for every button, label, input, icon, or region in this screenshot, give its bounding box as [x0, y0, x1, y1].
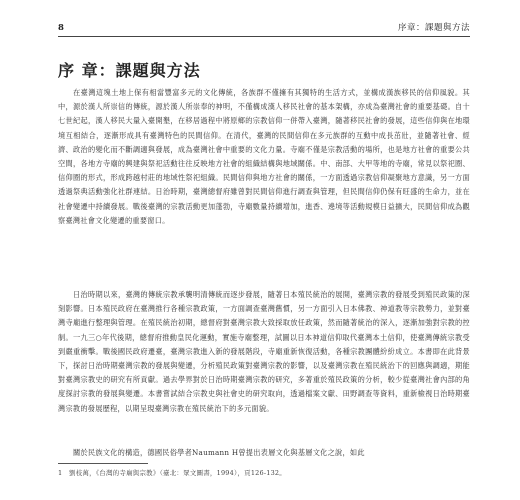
footnote: 1 劉枝萬，《台灣的寺廟與宗教》（臺北：眾文圖書，1994），頁126-132。 [58, 469, 286, 477]
footnote-divider [58, 463, 148, 464]
body-paragraph: 在臺灣這塊土地上保有相當豐富多元的文化傳統，各族群不僅擁有其獨特的生活方式，並構成漢族移民的信仰風貌。其中，源於漢人所崇信的傳統，源於漢人所崇奉的神明，不僅構成漢人移民社會的基本架構，亦成為臺灣社會的重要基礎。自十七世紀起，漢人移民大量入臺開墾，在移居過程中將原鄉的宗教信仰一併帶入臺灣，隨著移民社會的發展，這些信仰與在地環境互相結合，逐漸形成具有臺灣特色的民間信仰。在清代，臺灣的民間信仰在多元族群的互動中成長茁壯，並隨著社會、經濟、政治的變化而不斷調適與發展，成為臺灣社會中重要的文化力量。寺廟不僅是宗教活動的場所，也是地方社會的重要公共空間，各地方寺廟的興建與祭祀活動往往反映地方社會的組織結構與地域關係。中、南部、大甲等地的寺廟，常見以祭祀圈、信仰圈的形式，形成跨越村莊的地域性祭祀組織。民間信仰與地方社會的關係，一方面透過宗教信仰凝聚地方意識，另一方面透過祭典活動強化社群連結。日治時期，臺灣總督府雖曾對民間信仰進行調查與管理，但民間信仰仍保有旺盛的生命力，並在社會變遷中持續發展。戰後臺灣的宗教活動更加蓬勃，寺廟數量持續增加，進香、遶境等活動規模日益擴大，民間信仰成為觀察臺灣社會文化變遷的重要窗口。 [58, 88, 470, 225]
page-header [58, 22, 470, 37]
body-paragraph: 日治時期以來，臺灣的傳統宗教承襲明清傳統而逐步發展，隨著日本殖民統治的展開，臺灣宗教的發展受到殖民政策的深刻影響。日本殖民政府在臺灣推行各種宗教政策，一方面調查臺灣舊慣，另一方面引入日本佛教、神道教等宗教勢力，並對臺灣寺廟進行整理與管理。在殖民統治初期，總督府對臺灣宗教大致採取放任政策，然而隨著統治的深入，逐漸加強對宗教的控制。一九三○年代後期，總督府推動皇民化運動，實施寺廟整理，試圖以日本神道信仰取代臺灣本土信仰，使臺灣傳統宗教受到嚴重衝擊。戰後國民政府遷臺，臺灣宗教進入新的發展階段，寺廟重新恢復活動，各種宗教團體紛紛成立。本書即在此背景下，探討日治時期臺灣宗教的發展與變遷，分析殖民政策對臺灣宗教的影響，以及臺灣宗教在殖民統治下的回應與調適，期能對臺灣宗教史的研究有所貢獻。過去學界對於日治時期臺灣宗教的研究，多著重於殖民政策的分析，較少從臺灣社會內部的角度探討宗教的發展與變遷。本書嘗試結合宗教史與社會史的研究取向，透過檔案文獻、田野調查等資料，重新檢視日治時期臺灣宗教的發展歷程，以期呈現臺灣宗教在殖民統治下的多元面貌。 [58, 290, 470, 413]
body-paragraph: 關於民族文化的構造，德國民俗學者Naumann H曾提出表層文化與基層文化之說，如此 [73, 448, 365, 457]
page-number: 8 [58, 23, 64, 33]
chapter-title: 序 章：課題與方法 [58, 61, 201, 80]
running-head: 序章：課題與方法 [397, 23, 470, 33]
